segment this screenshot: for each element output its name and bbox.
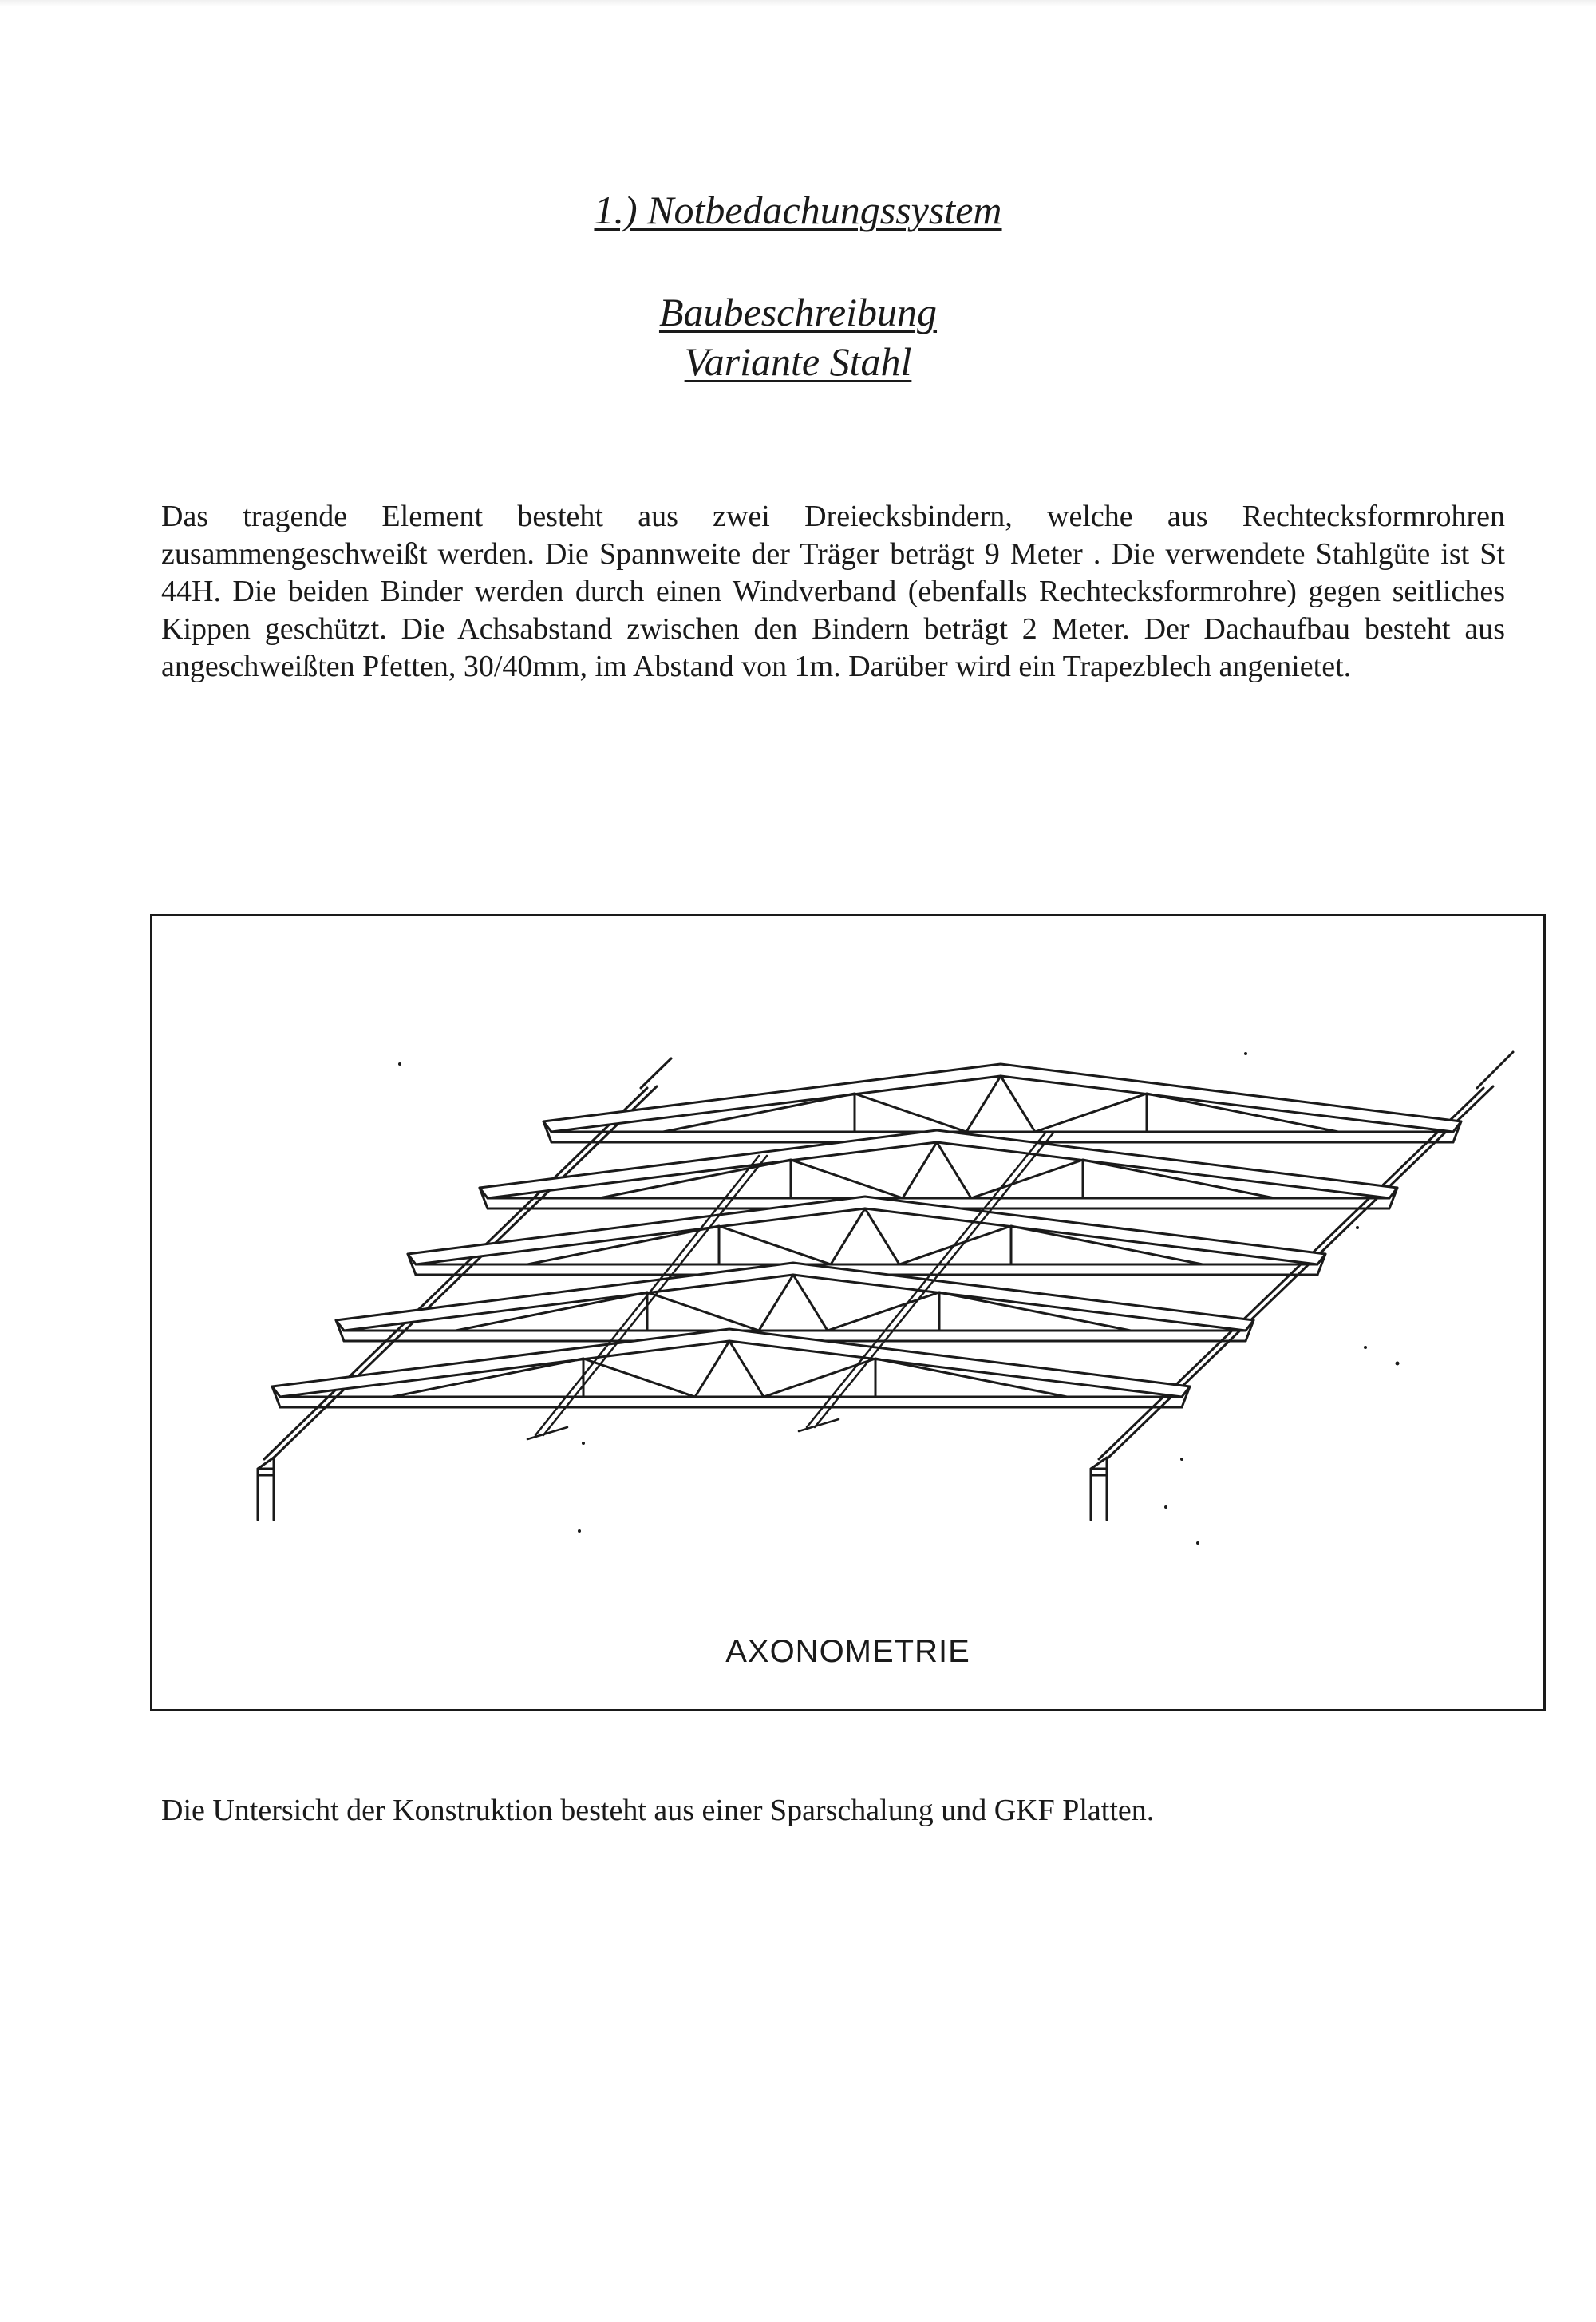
- axonometric-figure: [150, 914, 1546, 1711]
- title-text: 1.) Notbedachungssystem: [594, 188, 1002, 232]
- truss-5: [543, 1064, 1461, 1142]
- scan-edge: [0, 0, 1596, 6]
- figure-caption: AXONOMETRIE: [725, 1634, 970, 1669]
- document-subtitle-description: [0, 292, 1596, 332]
- document-subtitle-variant: [0, 339, 1596, 384]
- support-column-right: [1091, 1458, 1107, 1520]
- subtitle-1-text: Baubeschreibung: [658, 290, 938, 334]
- subtitle-2-text: Variante Stahl: [684, 339, 912, 384]
- truss-drawing: [152, 916, 1543, 1709]
- document-title: [0, 190, 1596, 230]
- support-column-left: [258, 1458, 274, 1520]
- footer-paragraph: Die Untersicht der Konstruktion besteht aus einer Sparschalung und GKF Platten.: [161, 1794, 1155, 1827]
- description-paragraph: Das tragende Element besteht aus zwei Dreiecksbindern, welche aus Rechtecksformrohren zusammengeschweißt werden. Die Spannweite der Träger beträgt 9 Meter . Die verwendete Stahlgüte ist St 44H. Die beiden Binder werden durch einen Windverband (ebenfalls Rechtecksformrohre) gegen seitliches Kippen geschützt. Die Achsabstand zwischen den Bindern beträgt 2 Meter. Der Dachaufbau besteht aus angeschweißten Pfetten, 30/40mm, im Abstand von 1m. Darüber wird ein Trapezblech angenietet.: [161, 500, 1505, 683]
